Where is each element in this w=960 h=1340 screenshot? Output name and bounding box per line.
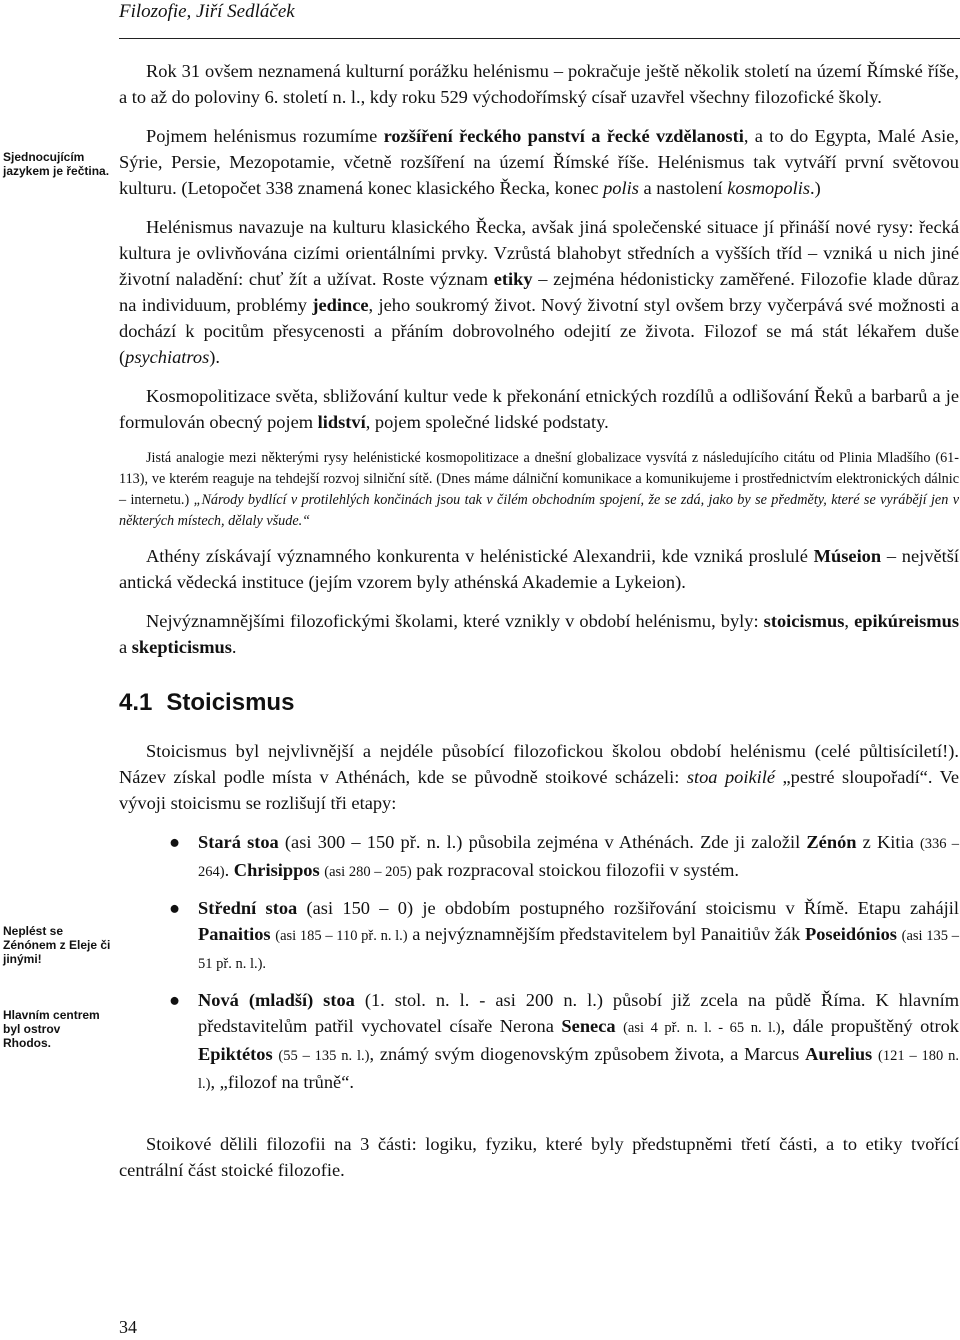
- margin-note: Neplést se Zénónem z Eleje či jinými!: [3, 924, 111, 966]
- bullet-icon: ●: [169, 990, 181, 1010]
- bullet-icon: ●: [169, 832, 181, 852]
- stoa-periods-list: [119, 829, 959, 1097]
- running-header: [119, 0, 960, 39]
- paragraph: Rok 31 ovšem neznamená kulturní porážku helénismu – pokračuje ještě několik století na území Římské říše, a to až do poloviny 6. století n. l., kdy roku 529 východořímský císař uzavřel všechny filozofické školy.: [119, 61, 959, 107]
- pliny-quote: „Národy bydlící v protilehlých končinách jsou tak v čilém obchodním spojení, že se zdá, jako by se předměty, které se vyrábějí jen v některých místech, dělaly všude.“: [119, 492, 960, 529]
- paragraph: Helénismus navazuje na kulturu klasického Řecka, avšak jiná společenské situace jí přináší nové rysy: řecká kultura je ovlivňována cizími orientálními prvky. Vzrůstá blahobyt středních a vyšších tříd – vzniká u nich jiné životní naladění: chuť žít a užívat. Roste význam etiky – zejména hédonisticky zaměřené. Filozofie klade důraz na individuum, problémy jedince, jeho soukromý život. Nový životní styl ovšem brzy vyčerpává své možnosti a dochází k pocitům přesycenosti a přáním dobrovolného odejití ze života. Filozof se má stát lékařem duše (psychiatros).: [119, 217, 959, 367]
- margin-note: Hlavním centrem byl ostrov Rhodos.: [3, 1008, 100, 1050]
- section-title: Stoicismus: [166, 689, 295, 716]
- paragraph: Stoicismus byl nejvlivnější a nejdéle působící filozofickou školou období helénismu (celé půltisíciletí!). Název získal podle místa v Athénách, kde se původně stoikové scházeli: stoa poikilé „pestré sloupořadí“. Ve vývoji stoicismu se rozlišují tři etapy:: [119, 741, 959, 813]
- main-text: [119, 58, 959, 1196]
- paragraph: Pojmem helénismus rozumíme rozšíření řeckého panství a řecké vzdělanosti, a to do Egypta, Malé Asie, Sýrie, Persie, Mezopotamie, včetně rozšíření na území Římské říše. Helénismus tak vytváří první světovou kulturu. (Letopočet 338 znamená konec klasického Řecka, konec polis a nastolení kosmopolis.): [119, 126, 959, 198]
- section-heading: [119, 688, 959, 718]
- bullet-icon: ●: [169, 898, 181, 918]
- paragraph: Kosmopolitizace světa, sbližování kultur vede k překonání etnických rozdílů a odlišování Řeků a barbarů a je formulován obecný pojem lidství, pojem společné lidské podstaty.: [119, 386, 959, 432]
- paragraph: Nejvýznamnějšími filozofickými školami, které vznikly v období helénismu, byly: stoicismus, epikúreismus a skepticismus.: [119, 611, 959, 657]
- margin-note: Sjednocujícím jazykem je řečtina.: [3, 150, 110, 178]
- page-number: 34: [119, 1317, 137, 1337]
- paragraph: Stoikové dělili filozofii na 3 části: logiku, fyziku, které byly předstupněmi třetí části, a to etiky tvořící centrální část stoické filozofie.: [119, 1134, 959, 1180]
- section-number: 4.1: [119, 689, 153, 716]
- quote-paragraph: Jistá analogie mezi některými rysy helénistické kosmopolitizace a dnešní globalizace vysvítá z následujícího citátu od Plinia Mladšího (61-113), ve kterém reaguje na tehdejší rozvoj silniční sítě. (Dnes máme dálniční komunikace a komunikujeme i prostřednictvím elektronických dálnic – internetu.) „Národy bydlící v protilehlých končinách jsou tak v čilém obchodním spojení, že se zdá, jako by se předměty, které se vyrábějí jen v některých místech, dělaly všude.“: [119, 450, 960, 529]
- list-item: ● Stará stoa (asi 300 – 150 př. n. l.) působila zejména v Athénách. Zde ji založil Zénón z Kitia (336 – 264). Chrisippos (asi 280 – 205) pak rozpracoval stoickou filozofii v systém.: [169, 829, 959, 885]
- header-title: Filozofie, Jiří Sedláček: [119, 1, 295, 22]
- list-item: ● Nová (mladší) stoa (1. stol. n. l. - asi 200 n. l.) působí již zcela na půdě Říma. K hlavním představitelům patřil vychovatel císaře Nerona Seneca (asi 4 př. n. l. - 65 n. l.), dále propuštěný otrok Epiktétos (55 – 135 n. l.), známý svým diogenovským způsobem života, a Marcus Aurelius (121 – 180 n. l.), „filozof na trůně“.: [169, 987, 959, 1097]
- paragraph: Athény získávají významného konkurenta v helénistické Alexandrii, kde vzniká proslulé Múseion – největší antická vědecká instituce (jejím vzorem byly athénská Akademie a Lykeion).: [119, 546, 959, 592]
- list-item: ● Střední stoa (asi 150 – 0) je obdobím postupného rozšiřování stoicismu v Římě. Etapu zahájil Panaitios (asi 185 – 110 př. n. l.) a nejvýznamnějším představitelem byl Panaitiův žák Poseidónios (asi 135 – 51 př. n. l.).: [169, 895, 959, 977]
